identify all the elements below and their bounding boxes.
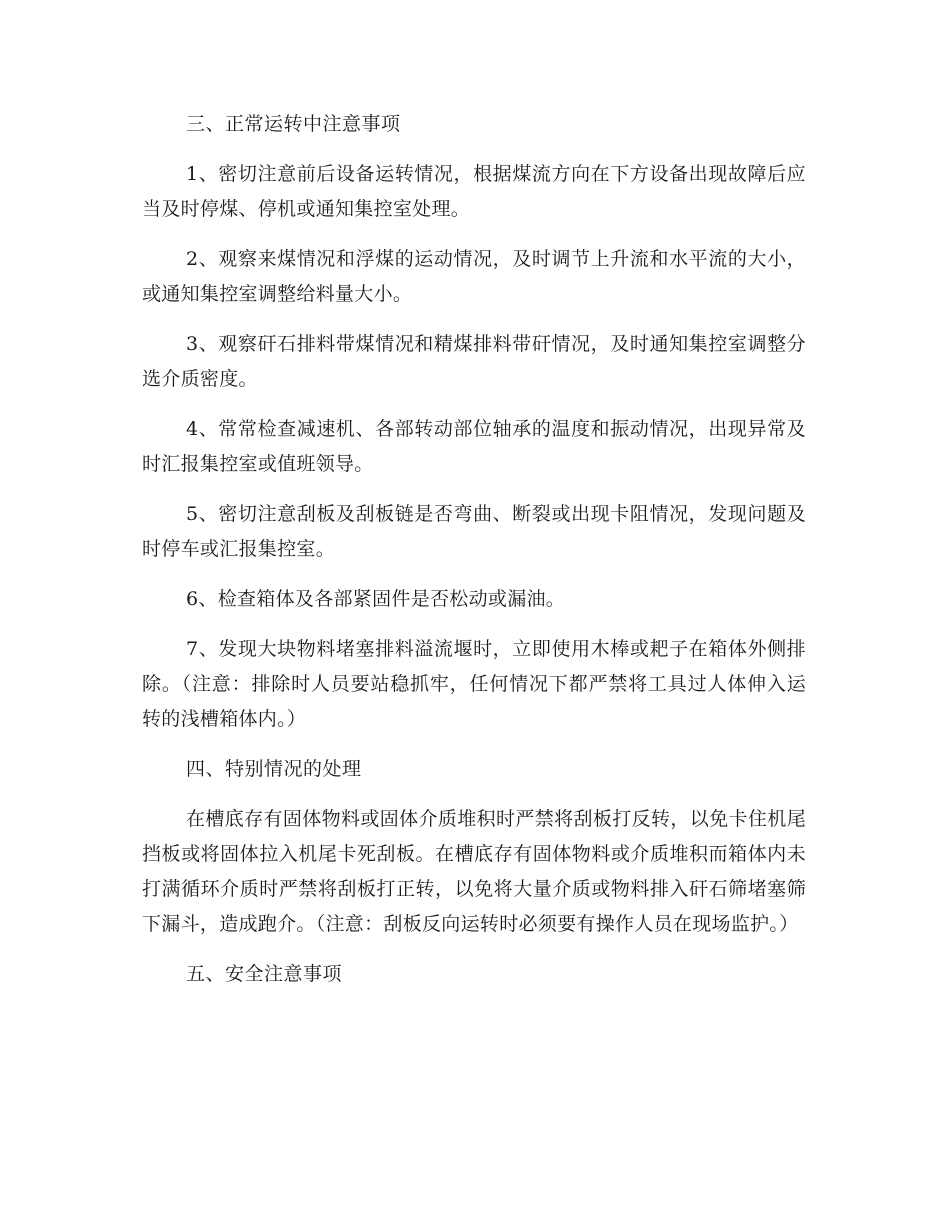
section-3-item-7: 7、发现大块物料堵塞排料溢流堰时，立即使用木棒或耙子在箱体外侧排除。（注意：排除时人员要站稳抓牢，任何情况下都严禁将工具过人体伸入运转的浅槽箱体内。） — [142, 638, 806, 730]
document-body — [142, 107, 806, 1007]
section-5-heading: 五、安全注意事项 — [186, 963, 343, 985]
section-3-item-1: 1、密切注意前后设备运转情况，根据煤流方向在下方设备出现故障后应当及时停煤、停机或通知集控室处理。 — [142, 163, 806, 220]
section-3-item-6: 6、检查箱体及各部紧固件是否松动或漏油。 — [186, 588, 566, 610]
section-4-body: 在槽底存有固体物料或固体介质堆积时严禁将刮板打反转，以免卡住机尾挡板或将固体拉入机尾卡死刮板。在槽底存有固体物料或介质堆积而箱体内未打满循环介质时严禁将刮板打正转，以免将大量介质或物料排入矸石筛堵塞筛下漏斗，造成跑介。（注意：刮板反向运转时必须要有操作人员在现场监护。） — [142, 808, 806, 935]
section-3-item-4: 4、常常检查减速机、各部转动部位轴承的温度和振动情况，出现异常及时汇报集控室或值班领导。 — [142, 418, 806, 475]
section-3-heading: 三、正常运转中注意事项 — [186, 113, 401, 135]
section-4-heading: 四、特别情况的处理 — [186, 758, 362, 780]
section-3-item-3: 3、观察矸石排料带煤情况和精煤排料带矸情况，及时通知集控室调整分选介质密度。 — [142, 333, 806, 390]
section-3-item-2: 2、观察来煤情况和浮煤的运动情况，及时调节上升流和水平流的大小，或通知集控室调整给料量大小。 — [142, 248, 806, 305]
section-3-item-5: 5、密切注意刮板及刮板链是否弯曲、断裂或出现卡阻情况，发现问题及时停车或汇报集控室。 — [142, 503, 806, 560]
